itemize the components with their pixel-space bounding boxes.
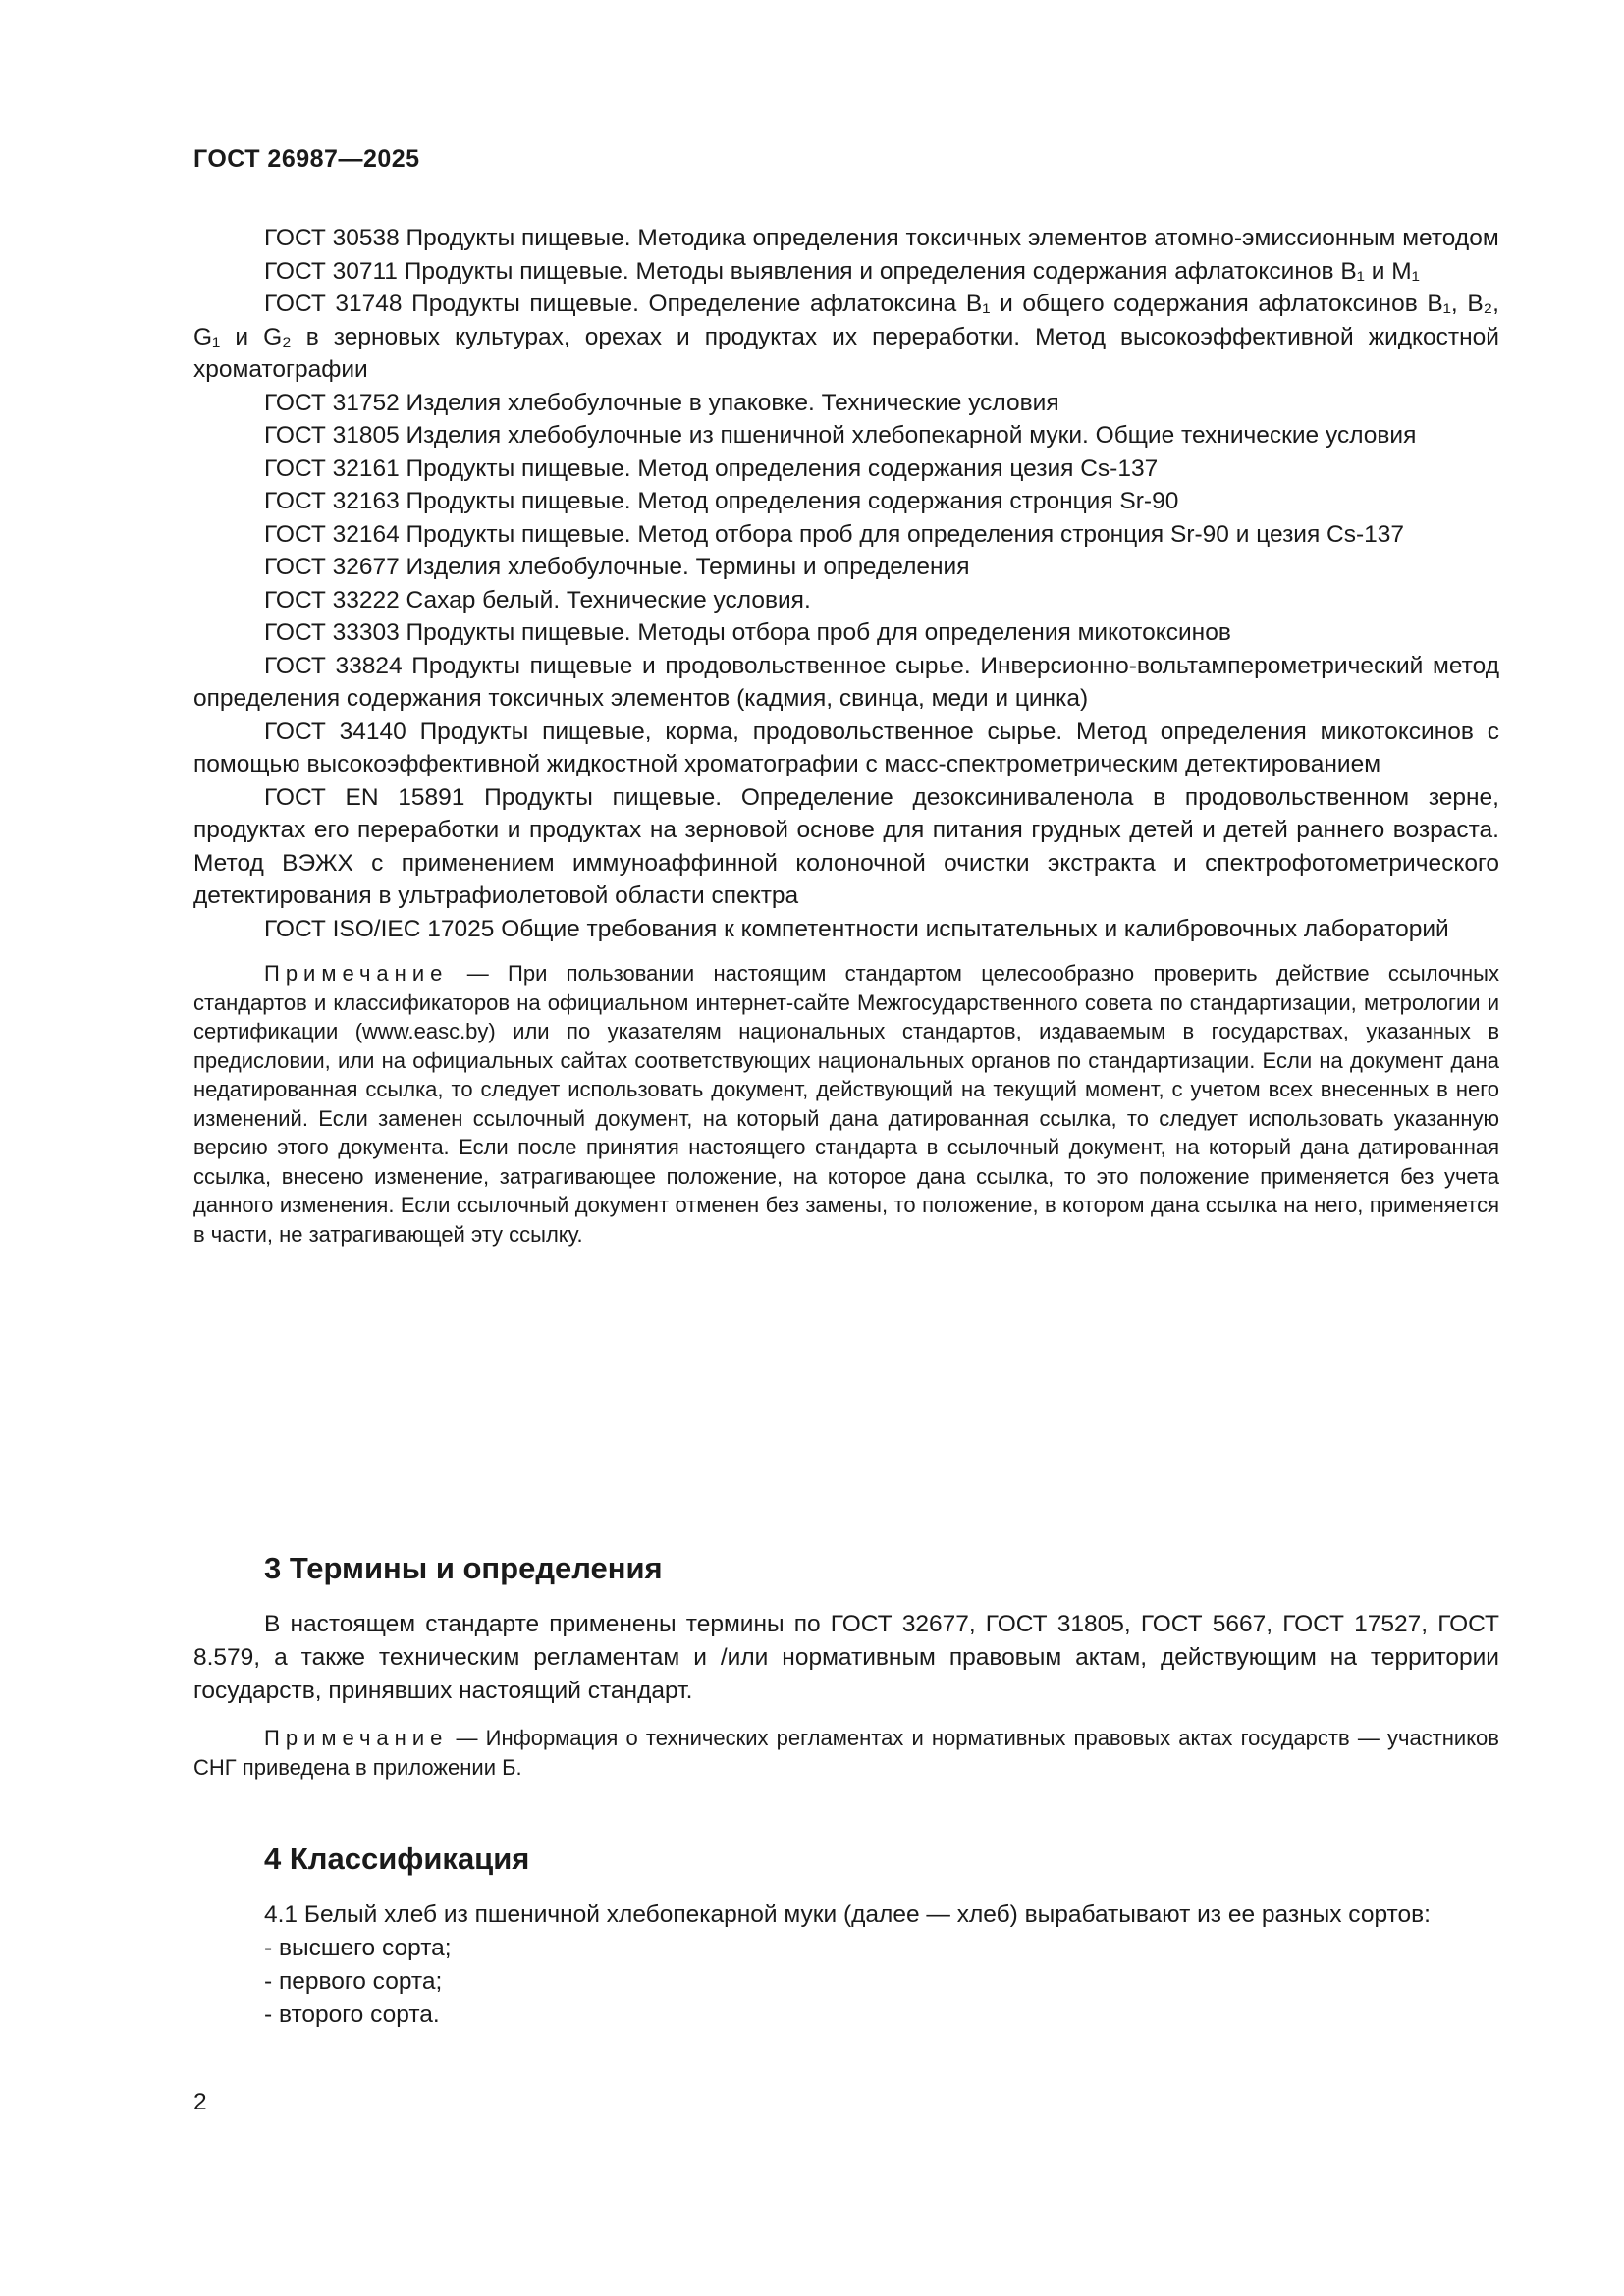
reference-item: ГОСТ ISO/IEC 17025 Общие требования к компетентности испытательных и калибровочных лабораторий xyxy=(264,915,1449,942)
reference-item: ГОСТ 33824 Продукты пищевые и продовольственное сырье. Инверсионно-вольтамперометрический метод определения содержания токсичных элементов (кадмия, свинца, меди и цинка) xyxy=(193,652,1499,712)
grade-list xyxy=(193,1932,1499,2032)
references-note-text: — При пользовании настоящим стандартом целесообразно проверить действие ссылочных стандартов и классификаторов на официальном интернет-сайте Межгосударственного совета по стандартизации, метрологии и сертификации (www.easc.by) или по указателям национальных стандартов, издаваемым в государствах, указанных в предисловии, или на официальных сайтах соответствующих национальных органов по стандартизации. Если на документ дана недатированная ссылка, то следует использовать документ, действующий на текущий момент, с учетом всех внесенных в него изменений. Если заменен ссылочный документ, на который дана датированная ссылка, то следует использовать указанную версию этого документа. Если после принятия настоящего стандарта в ссылочный документ, на который дана датированная ссылка, внесено изменение, затрагивающее положение, на которое дана ссылка, то это положение применяется без учета данного изменения. Если ссылочный документ отменен без замены, то положение, в котором дана ссылка на него, применяется в части, не затрагивающей эту ссылку. xyxy=(193,961,1499,1247)
reference-item: ГОСТ 31748 Продукты пищевые. Определение афлатоксина B₁ и общего содержания афлатоксинов B₁, B₂, G₁ и G₂ в зерновых культурах, орехах и продуктах их переработки. Метод высокоэффективной жидкостной хроматографии xyxy=(193,291,1499,383)
page-number: 2 xyxy=(193,2089,207,2115)
list-item: - первого сорта; xyxy=(264,1968,443,1995)
reference-item: ГОСТ 32677 Изделия хлебобулочные. Термины и определения xyxy=(264,554,970,580)
list-item: - второго сорта. xyxy=(264,2002,440,2028)
reference-item: ГОСТ 32161 Продукты пищевые. Метод определения содержания цезия Cs-137 xyxy=(264,454,1159,482)
document-header: ГОСТ 26987—2025 xyxy=(193,145,420,173)
section-4-text: 4.1 Белый хлеб из пшеничной хлебопекарной муки (далее — хлеб) вырабатывают из ее разных сортов: xyxy=(264,1901,1431,1928)
reference-item: ГОСТ 31752 Изделия хлебобулочные в упаковке. Технические условия xyxy=(264,389,1059,416)
reference-item: ГОСТ 31805 Изделия хлебобулочные из пшеничной хлебопекарной муки. Общие технические условия xyxy=(264,422,1417,449)
list-item: - высшего сорта; xyxy=(264,1935,452,1961)
reference-item: ГОСТ 34140 Продукты пищевые, корма, продовольственное сырье. Метод определения микотоксинов с помощью высокоэффективной жидкостной хроматографии с масс-спектрометрическим детектированием xyxy=(193,718,1499,777)
section-3-note-text: — Информация о технических регламентах и нормативных правовых актах государств — участников СНГ приведена в приложении Б. xyxy=(193,1726,1499,1780)
section-3 xyxy=(193,1549,1499,1782)
section-4 xyxy=(193,1840,1499,2032)
section-3-title: 3 Термины и определения xyxy=(264,1551,663,1585)
note-label: Примечание xyxy=(264,961,449,986)
section-3-note xyxy=(193,1724,1499,1782)
note-label: Примечание xyxy=(264,1726,449,1750)
section-4-title: 4 Классификация xyxy=(264,1842,530,1876)
reference-item: ГОСТ 32164 Продукты пищевые. Метод отбора проб для определения стронция Sr-90 и цезия Cs-137 xyxy=(264,520,1405,548)
reference-item: ГОСТ 33222 Сахар белый. Технические условия. xyxy=(264,586,811,614)
reference-item: ГОСТ 33303 Продукты пищевые. Методы отбора проб для определения микотоксинов xyxy=(264,619,1231,646)
section-3-text: В настоящем стандарте применены термины по ГОСТ 32677, ГОСТ 31805, ГОСТ 5667, ГОСТ 17527, ГОСТ 8.579, а также техническим регламентам и /или нормативным правовым актам, действующим на территории государств, принявших настоящий стандарт. xyxy=(193,1611,1499,1704)
reference-item: ГОСТ 32163 Продукты пищевые. Метод определения содержания стронция Sr-90 xyxy=(264,488,1179,514)
reference-item: ГОСТ 30711 Продукты пищевые. Методы выявления и определения содержания афлатоксинов B₁ и M₁ xyxy=(264,257,1420,285)
reference-item: ГОСТ EN 15891 Продукты пищевые. Определение дезоксиниваленола в продовольственном зерне, продуктах его переработки и продуктах на зерновой основе для питания грудных детей и детей раннего возраста. Метод ВЭЖХ с применением иммуноаффинной колоночной очистки экстракта и спектрофотометрического детектирования в ультрафиолетовой области спектра xyxy=(193,783,1499,909)
references-note xyxy=(193,959,1499,1249)
normative-references xyxy=(193,222,1499,1249)
reference-item: ГОСТ 30538 Продукты пищевые. Методика определения токсичных элементов атомно-эмиссионным методом xyxy=(264,225,1499,251)
